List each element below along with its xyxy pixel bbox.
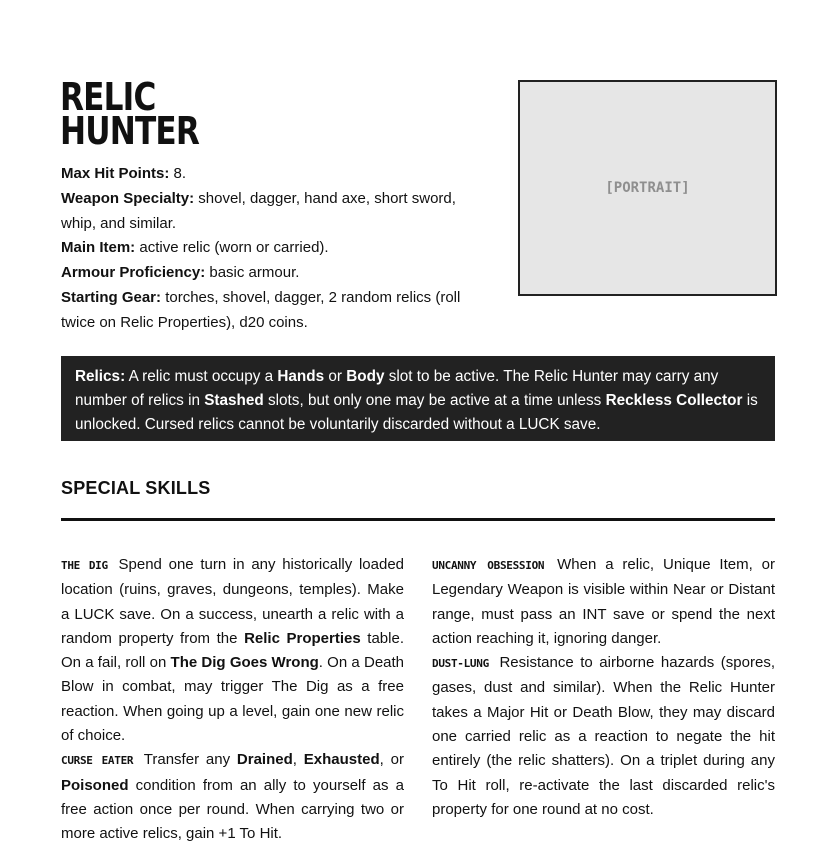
skill-text: condition from an ally to yourself as a free action once per round. When carrying two or more active relics, gain +1 To Hit. (61, 776, 404, 843)
skill-keyword: Exhausted (303, 751, 380, 769)
stat-value: basic armour. (205, 264, 300, 282)
skill-text: , or (379, 751, 404, 769)
skill-keyword: Poisoned (61, 776, 129, 794)
callout-text: slots, but only one may be active at a time unless (263, 392, 606, 409)
stat-value: shovel, dagger, hand axe, short sword, whip, and similar. (61, 189, 456, 232)
callout-text: A relic must occupy a (125, 368, 278, 385)
skills-column-left (61, 553, 404, 847)
stat-weapon-specialty (61, 187, 481, 237)
skill-keyword: The Dig Goes Wrong (170, 654, 319, 672)
stat-label: Starting Gear: (61, 288, 162, 306)
skill-text: Resistance to airborne hazards (spores, gases, dust and similar). When the Relic Hunter takes a Major Hit or Death Blow, they may discard one carried relic as a reaction to negate the hit entirely (the relic shatters). On a triplet during any To Hit roll, re-activate the last discarded relic's property for one round at no cost. (432, 654, 775, 818)
skill-name: UNCANNY OBSESSION (432, 559, 545, 572)
class-title (60, 75, 200, 153)
section-divider (61, 518, 775, 521)
stat-value: 8. (169, 165, 187, 182)
skill-name: DUST-LUNG (432, 657, 489, 671)
skill-uncanny-obsession (432, 553, 775, 651)
stat-starting-gear (61, 286, 481, 336)
class-title-line-2: HUNTER (60, 109, 200, 153)
callout-label: Relics: (75, 368, 126, 385)
callout-keyword: Reckless Collector (605, 392, 743, 409)
stat-label: Max Hit Points: (61, 165, 170, 182)
stat-value: torches, shovel, dagger, 2 random relics (roll twice on Relic Properties), d20 coins. (61, 288, 461, 331)
skill-text: Transfer any (137, 751, 237, 769)
class-title-line-1: RELIC (60, 75, 156, 119)
skill-keyword: Relic Properties (244, 629, 361, 647)
stat-value: active relic (worn or carried). (135, 239, 329, 257)
section-title: SPECIAL SKILLS (61, 478, 211, 498)
skill-text: When a relic, Unique Item, or Legendary Weapon is visible within Near or Distant range, must pass an INT save or spend the next action reaching it, ignoring danger. (432, 556, 775, 647)
skill-text: table. On a fail, roll on (61, 629, 404, 672)
skills-column-right (432, 553, 775, 822)
skill-name: THE DIG (61, 559, 108, 572)
skill-text: . On a Death Blow in combat, may trigger The Dig as a free reaction. When going up a level, gain one new relic of choice. (61, 654, 405, 745)
stat-label: Weapon Specialty: (61, 189, 195, 207)
portrait-label: [PORTRAIT] (605, 180, 690, 196)
skill-text: , (292, 751, 304, 769)
skill-text: Spend one turn in any historically loaded location (ruins, graves, dungeons, temples). Make a LUCK save. On a success, unearth a relic with a random property from the (61, 556, 404, 647)
stat-max-hit-points (61, 162, 481, 187)
callout-text: or (324, 368, 347, 385)
skill-name: CURSE EATER (61, 754, 134, 768)
class-stats (61, 162, 481, 336)
skill-keyword: Drained (236, 751, 293, 769)
callout-keyword: Stashed (204, 392, 264, 409)
callout-text: slot to be active. The Relic Hunter may carry any number of relics in (75, 368, 719, 409)
skill-dust-lung (432, 651, 775, 822)
portrait-placeholder (518, 80, 777, 296)
relics-callout (61, 356, 775, 441)
stat-main-item (61, 236, 481, 261)
skill-the-dig (61, 553, 404, 748)
stat-label: Armour Proficiency: (61, 264, 206, 282)
stat-armour-proficiency (61, 261, 481, 286)
callout-keyword: Hands (277, 368, 325, 385)
stat-label: Main Item: (61, 239, 136, 257)
callout-text: is unlocked. Cursed relics cannot be voluntarily discarded without a LUCK save. (75, 392, 758, 433)
callout-keyword: Body (346, 368, 385, 385)
skill-curse-eater (61, 748, 404, 846)
